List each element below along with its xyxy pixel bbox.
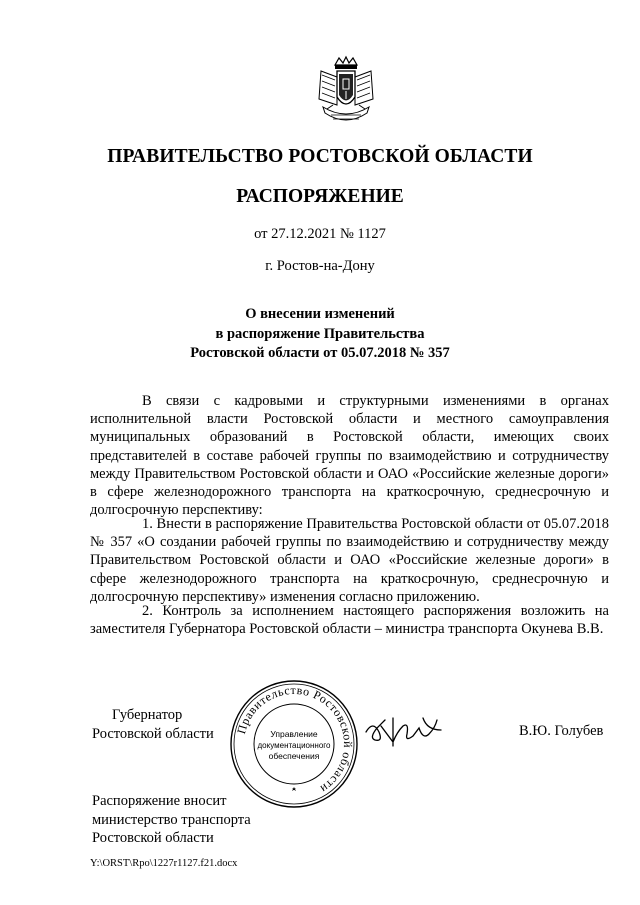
file-path-footer: Y:\ORST\Rpo\1227r1127.f21.docx	[90, 858, 238, 869]
svg-text:Правительство Ростовской облас	[234, 683, 355, 796]
stamp-inner-line: обеспечения	[268, 751, 320, 761]
coat-of-arms-emblem	[313, 55, 379, 129]
official-stamp	[229, 679, 359, 809]
subject-line: в распоряжение Правительства	[215, 325, 425, 342]
government-title: ПРАВИТЕЛЬСТВО РОСТОВСКОЙ ОБЛАСТИ	[107, 146, 533, 167]
coat-of-arms-icon	[313, 55, 379, 129]
stamp-seal-icon	[229, 679, 359, 809]
body-paragraph-preamble: В связи с кадровыми и структурными изменениями в органах исполнительной власти Ростовской области и местного самоуправления муниципальных образований в Ростовской области, имеющих своих представителей в составе рабочей группы по взаимодействию и сотрудничеству между Правительством Ростовской области и ОАО «Российские железные дороги» в сфере железнодорожного транспорта на краткосрочную, среднесрочную и долгосрочную перспективу:	[90, 393, 609, 519]
stamp-inner-line: документационного	[257, 741, 331, 750]
signatory-name: В.Ю. Голубев	[519, 723, 604, 739]
subject-line: Ростовской области от 05.07.2018 № 357	[190, 345, 450, 361]
stamp-inner-line: Управление	[270, 729, 318, 739]
document-subject	[0, 305, 640, 364]
signatory-position: Губернатор Ростовской области	[92, 707, 214, 742]
submitted-by-block: Распоряжение вносит министерство транспорта Ростовской области	[92, 793, 251, 846]
document-type-title: РАСПОРЯЖЕНИЕ	[236, 186, 404, 207]
stamp-ring-text: Правительство Ростовской области	[234, 682, 356, 797]
document-date-number: от 27.12.2021 № 1127	[254, 226, 386, 242]
body-paragraph-item-1: 1. Внести в распоряжение Правительства Ростовской области от 05.07.2018 № 357 «О создании рабочей группы по взаимодействию и сотрудничеству между Правительством Ростовской области и ОАО «Российские железные дороги» в сфере железнодорожного транспорта на краткосрочную, среднесрочную и долгосрочную перспективу» изменения согласно приложению.	[90, 516, 609, 605]
signature-icon	[363, 712, 445, 752]
handwritten-signature	[363, 712, 445, 752]
body-paragraph-item-2: 2. Контроль за исполнением настоящего распоряжения возложить на заместителя Губернатора Ростовской области – министра транспорта Окунева В.В.	[90, 603, 609, 638]
document-city: г. Ростов-на-Дону	[265, 258, 375, 274]
subject-line: О внесении изменений	[245, 306, 395, 322]
